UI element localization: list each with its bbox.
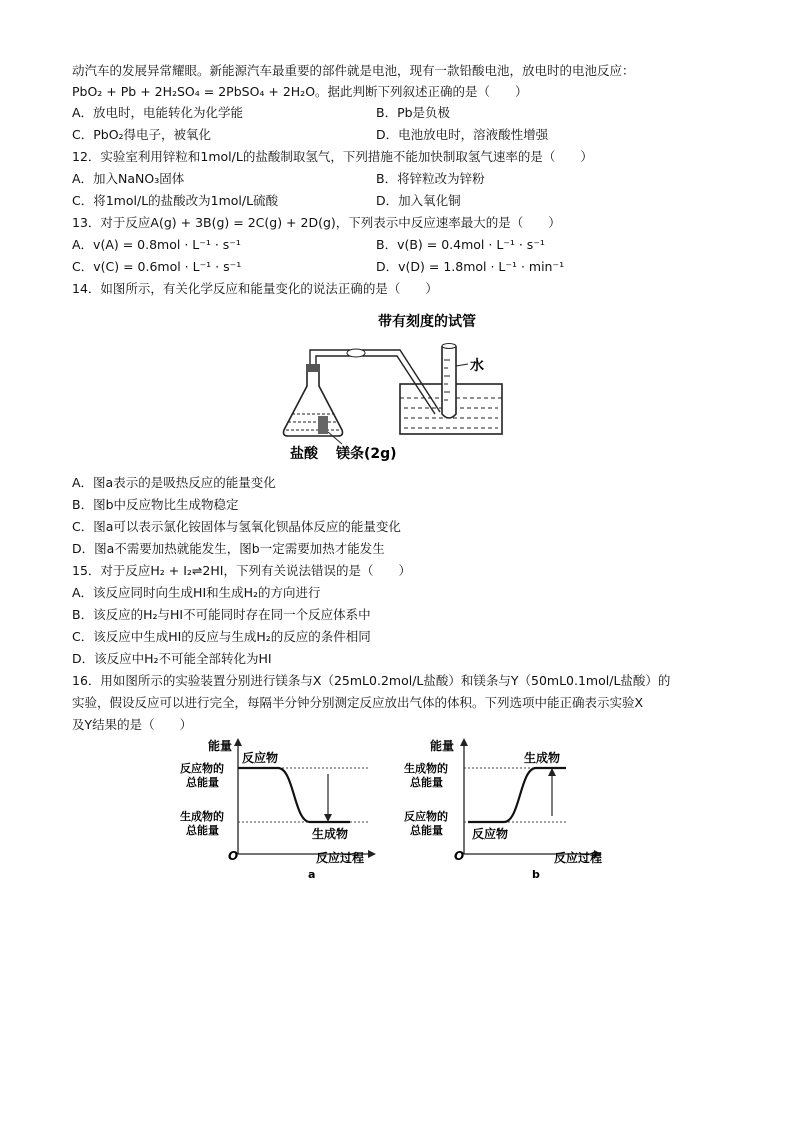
water-label: 水	[470, 358, 484, 374]
question-13: 13．对于反应A(g) + 3B(g) = 2C(g) + 2D(g)，下列表示中反应速率最大的是（ ）	[72, 215, 561, 230]
option-c: C．将1mol/L的盐酸改为1mol/L硫酸	[72, 193, 279, 208]
option-b: B．将锌粒改为锌粉	[376, 171, 485, 186]
y-axis-label: 能量	[430, 739, 455, 753]
level-label: 生成物的	[404, 762, 448, 775]
level-label: 生成物的	[180, 810, 224, 823]
option-b: B．v(B) = 0.4mol · L⁻¹ · s⁻¹	[376, 237, 545, 252]
tube-label: 带有刻度的试管	[378, 314, 476, 330]
option-d: D．加入氧化铜	[376, 193, 461, 208]
question-16-cont: 及Y结果的是（ ）	[72, 717, 193, 732]
level-label: 总能量	[186, 824, 219, 837]
origin-label: O	[228, 849, 239, 863]
question-16-cont: 实验，假设反应可以进行完全，每隔半分钟分别测定反应放出气体的体积。下列选项中能正确表示实验X	[72, 695, 644, 710]
option-c: C．v(C) = 0.6mol · L⁻¹ · s⁻¹	[72, 259, 242, 274]
option-c: C．该反应中生成HI的反应与生成H₂的反应的条件相同	[72, 629, 371, 644]
level-label: 反应物的	[180, 762, 224, 775]
curve-label-top: 反应物	[242, 751, 279, 765]
text-line: 动汽车的发展异常耀眼。新能源汽车最重要的部件就是电池，现有一款铅酸电池，放电时的电池反应：	[72, 63, 635, 78]
origin-label: O	[454, 849, 465, 863]
curve-label-bottom: 生成物	[312, 827, 349, 841]
option-a: A．图a表示的是吸热反应的能量变化	[72, 475, 276, 490]
question-14: 14．如图所示，有关化学反应和能量变化的说法正确的是（ ）	[72, 281, 438, 296]
option-d: D．图a不需要加热就能发生，图b一定需要加热才能发生	[72, 541, 385, 556]
option-a: A．v(A) = 0.8mol · L⁻¹ · s⁻¹	[72, 237, 241, 252]
curve-label-bottom: 反应物	[472, 827, 509, 841]
caption: b	[532, 868, 540, 881]
x-axis-label: 反应过程	[316, 851, 365, 865]
mg-label: 镁条(2g)	[336, 446, 397, 462]
option-d: D．电池放电时，溶液酸性增强	[376, 127, 549, 142]
option-d: D．该反应中H₂不可能全部转化为HI	[72, 651, 272, 666]
question-16: 16．用如图所示的实验装置分别进行镁条与X（25mL0.2mol/L盐酸）和镁条与Y（50mL0.1mol/L盐酸）的	[72, 673, 671, 688]
text-line: PbO₂ + Pb + 2H₂SO₄ = 2PbSO₄ + 2H₂O。据此判断下列叙述正确的是（ ）	[72, 84, 528, 99]
x-axis-label: 反应过程	[554, 851, 603, 865]
energy-diagram-b	[396, 736, 616, 886]
curve-label-top: 生成物	[524, 751, 561, 765]
option-b: B．该反应的H₂与HI不可能同时存在同一个反应体系中	[72, 607, 371, 622]
option-a: A．该反应同时向生成HI和生成H₂的方向进行	[72, 585, 321, 600]
acid-label: 盐酸	[290, 446, 318, 462]
option-a: A．放电时，电能转化为化学能	[72, 105, 244, 120]
option-c: C．PbO₂得电子，被氧化	[72, 127, 212, 142]
apparatus-figure	[280, 304, 530, 474]
option-c: C．图a可以表示氯化铵固体与氢氧化钡晶体反应的能量变化	[72, 519, 401, 534]
caption: a	[308, 868, 316, 881]
energy-diagram-a	[170, 736, 390, 886]
question-15: 15．对于反应H₂ + I₂⇌2HI，下列有关说法错误的是（ ）	[72, 563, 411, 578]
level-label: 总能量	[186, 776, 219, 789]
y-axis-label: 能量	[208, 739, 233, 753]
question-12: 12．实验室利用锌粒和1mol/L的盐酸制取氢气，下列措施不能加快制取氢气速率的是（ ）	[72, 149, 593, 164]
level-label: 总能量	[410, 824, 443, 837]
option-d: D．v(D) = 1.8mol · L⁻¹ · min⁻¹	[376, 259, 565, 274]
level-label: 反应物的	[404, 810, 448, 823]
option-a: A．加入NaNO₃固体	[72, 171, 185, 186]
option-b: B．图b中反应物比生成物稳定	[72, 497, 239, 512]
level-label: 总能量	[410, 776, 443, 789]
option-b: B．Pb是负极	[376, 105, 451, 120]
